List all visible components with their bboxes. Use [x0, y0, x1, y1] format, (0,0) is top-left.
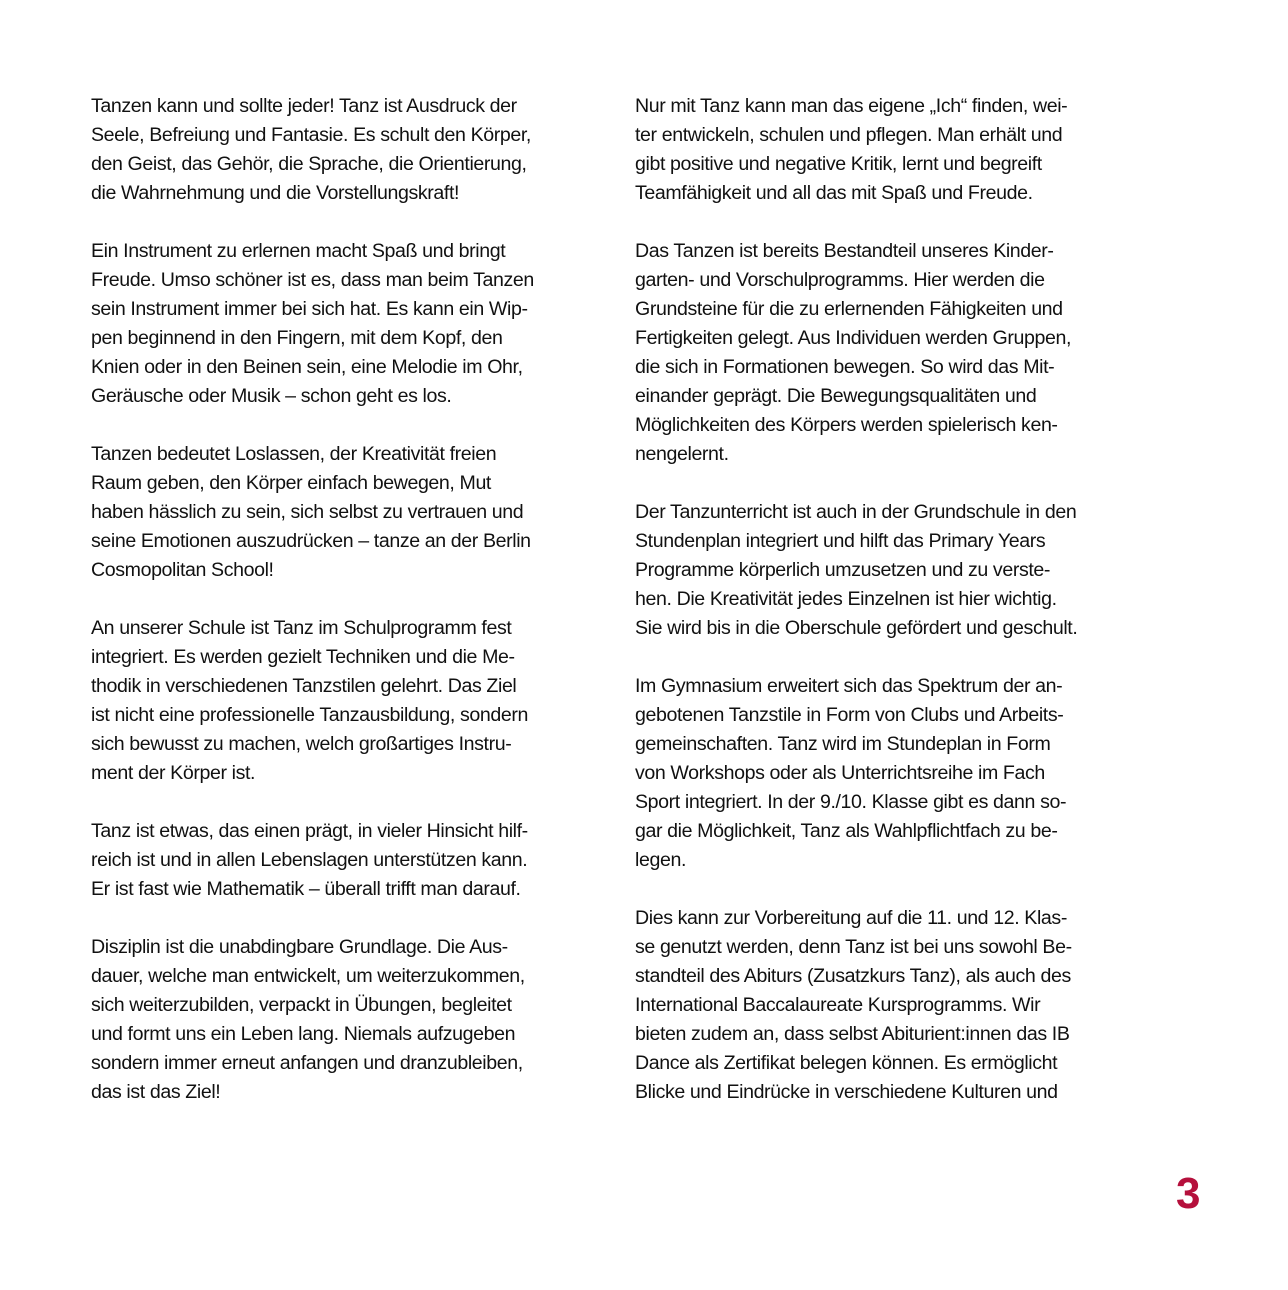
text-line: Das Tanzen ist bereits Bestandteil unseres Kinder- — [635, 240, 1054, 262]
paragraph — [91, 92, 546, 208]
text-line: sein Instrument immer bei sich hat. Es kann ein Wip- — [91, 298, 528, 320]
text-line: ter entwickeln, schulen und pflegen. Man erhält und — [635, 124, 1063, 146]
text-line: International Baccalaureate Kursprogramms. Wir — [635, 994, 1041, 1016]
text-line: sich weiterzubilden, verpackt in Übungen, begleitet — [91, 994, 512, 1016]
text-line: ment der Körper ist. — [91, 762, 256, 784]
text-line: das ist das Ziel! — [91, 1081, 221, 1103]
text-line: Teamfähigkeit und all das mit Spaß und Freude. — [635, 182, 1033, 204]
text-line: standteil des Abiturs (Zusatzkurs Tanz), als auch des — [635, 965, 1071, 987]
text-line: ist nicht eine professionelle Tanzausbildung, sondern — [91, 704, 529, 726]
paragraph — [91, 933, 546, 1107]
text-line: garten- und Vorschulprogramms. Hier werden die — [635, 269, 1045, 291]
paragraph — [91, 440, 546, 585]
text-line: Blicke und Eindrücke in verschiedene Kulturen und — [635, 1081, 1058, 1103]
text-line: An unserer Schule ist Tanz im Schulprogramm fest — [91, 617, 512, 639]
paragraph — [91, 237, 546, 411]
text-line: Fertigkeiten gelegt. Aus Individuen werden Gruppen, — [635, 327, 1071, 349]
text-line: die Wahrnehmung und die Vorstellungskraft! — [91, 182, 460, 204]
text-line: Möglichkeiten des Körpers werden spielerisch ken- — [635, 414, 1058, 436]
paragraph — [91, 614, 546, 788]
right-column — [635, 92, 1090, 1136]
text-line: Seele, Befreiung und Fantasie. Es schult den Körper, — [91, 124, 531, 146]
text-line: gibt positive und negative Kritik, lernt und begreift — [635, 153, 1042, 175]
text-line: Stundenplan integriert und hilft das Primary Years — [635, 530, 1046, 552]
text-line: Dance als Zertifikat belegen können. Es ermöglicht — [635, 1052, 1058, 1074]
text-line: Cosmopolitan School! — [91, 559, 274, 581]
paragraph — [635, 904, 1090, 1107]
text-line: haben hässlich zu sein, sich selbst zu vertrauen und — [91, 501, 524, 523]
paragraph — [635, 237, 1090, 469]
text-line: den Geist, das Gehör, die Sprache, die Orientierung, — [91, 153, 527, 175]
text-line: Freude. Umso schöner ist es, dass man beim Tanzen — [91, 269, 534, 291]
text-line: se genutzt werden, denn Tanz ist bei uns sowohl Be- — [635, 936, 1072, 958]
text-line: Ein Instrument zu erlernen macht Spaß und bringt — [91, 240, 506, 262]
text-line: Er ist fast wie Mathematik – überall trifft man darauf. — [91, 878, 521, 900]
paragraph — [635, 672, 1090, 875]
text-line: Sie wird bis in die Oberschule gefördert und geschult. — [635, 617, 1078, 639]
text-line: pen beginnend in den Fingern, mit dem Kopf, den — [91, 327, 503, 349]
text-line: Tanzen kann und sollte jeder! Tanz ist Ausdruck der — [91, 95, 517, 117]
text-line: und formt uns ein Leben lang. Niemals aufzugeben — [91, 1023, 516, 1045]
text-line: die sich in Formationen bewegen. So wird das Mit- — [635, 356, 1055, 378]
text-line: Disziplin ist die unabdingbare Grundlage. Die Aus- — [91, 936, 508, 958]
text-line: sondern immer erneut anfangen und dranzubleiben, — [91, 1052, 523, 1074]
text-line: Knien oder in den Beinen sein, eine Melodie im Ohr, — [91, 356, 523, 378]
text-line: reich ist und in allen Lebenslagen unterstützen kann. — [91, 849, 528, 871]
text-line: einander geprägt. Die Bewegungsqualitäten und — [635, 385, 1037, 407]
text-line: Tanz ist etwas, das einen prägt, in vieler Hinsicht hilf- — [91, 820, 528, 842]
page-number: 3 — [1176, 1169, 1201, 1218]
text-line: Der Tanzunterricht ist auch in der Grundschule in den — [635, 501, 1077, 523]
text-line: bieten zudem an, dass selbst Abiturient:innen das IB — [635, 1023, 1070, 1045]
text-line: gemeinschaften. Tanz wird im Stundeplan in Form — [635, 733, 1051, 755]
text-line: dauer, welche man entwickelt, um weiterzukommen, — [91, 965, 525, 987]
text-line: Grundsteine für die zu erlernenden Fähigkeiten und — [635, 298, 1063, 320]
text-line: legen. — [635, 849, 686, 871]
text-line: thodik in verschiedenen Tanzstilen gelehrt. Das Ziel — [91, 675, 517, 697]
text-line: von Workshops oder als Unterrichtsreihe im Fach — [635, 762, 1045, 784]
left-column — [91, 92, 546, 1136]
text-line: nengelernt. — [635, 443, 729, 465]
text-line: Im Gymnasium erweitert sich das Spektrum der an- — [635, 675, 1063, 697]
paragraph — [635, 498, 1090, 643]
text-line: Programme körperlich umzusetzen und zu verste- — [635, 559, 1051, 581]
text-line: integriert. Es werden gezielt Techniken und die Me- — [91, 646, 515, 668]
text-line: Tanzen bedeutet Loslassen, der Kreativität freien — [91, 443, 497, 465]
text-line: Sport integriert. In der 9./10. Klasse gibt es dann so- — [635, 791, 1067, 813]
paragraph — [91, 817, 546, 904]
text-line: gar die Möglichkeit, Tanz als Wahlpflichtfach zu be- — [635, 820, 1058, 842]
text-line: seine Emotionen auszudrücken – tanze an der Berlin — [91, 530, 531, 552]
text-line: Geräusche oder Musik – schon geht es los. — [91, 385, 452, 407]
text-line: Dies kann zur Vorbereitung auf die 11. und 12. Klas- — [635, 907, 1067, 929]
text-line: sich bewusst zu machen, welch großartiges Instru- — [91, 733, 512, 755]
text-line: gebotenen Tanzstile in Form von Clubs und Arbeits- — [635, 704, 1064, 726]
paragraph — [635, 92, 1090, 208]
text-line: Nur mit Tanz kann man das eigene „Ich“ finden, wei- — [635, 95, 1068, 117]
text-line: Raum geben, den Körper einfach bewegen, Mut — [91, 472, 491, 494]
text-line: hen. Die Kreativität jedes Einzelnen ist hier wichtig. — [635, 588, 1057, 610]
